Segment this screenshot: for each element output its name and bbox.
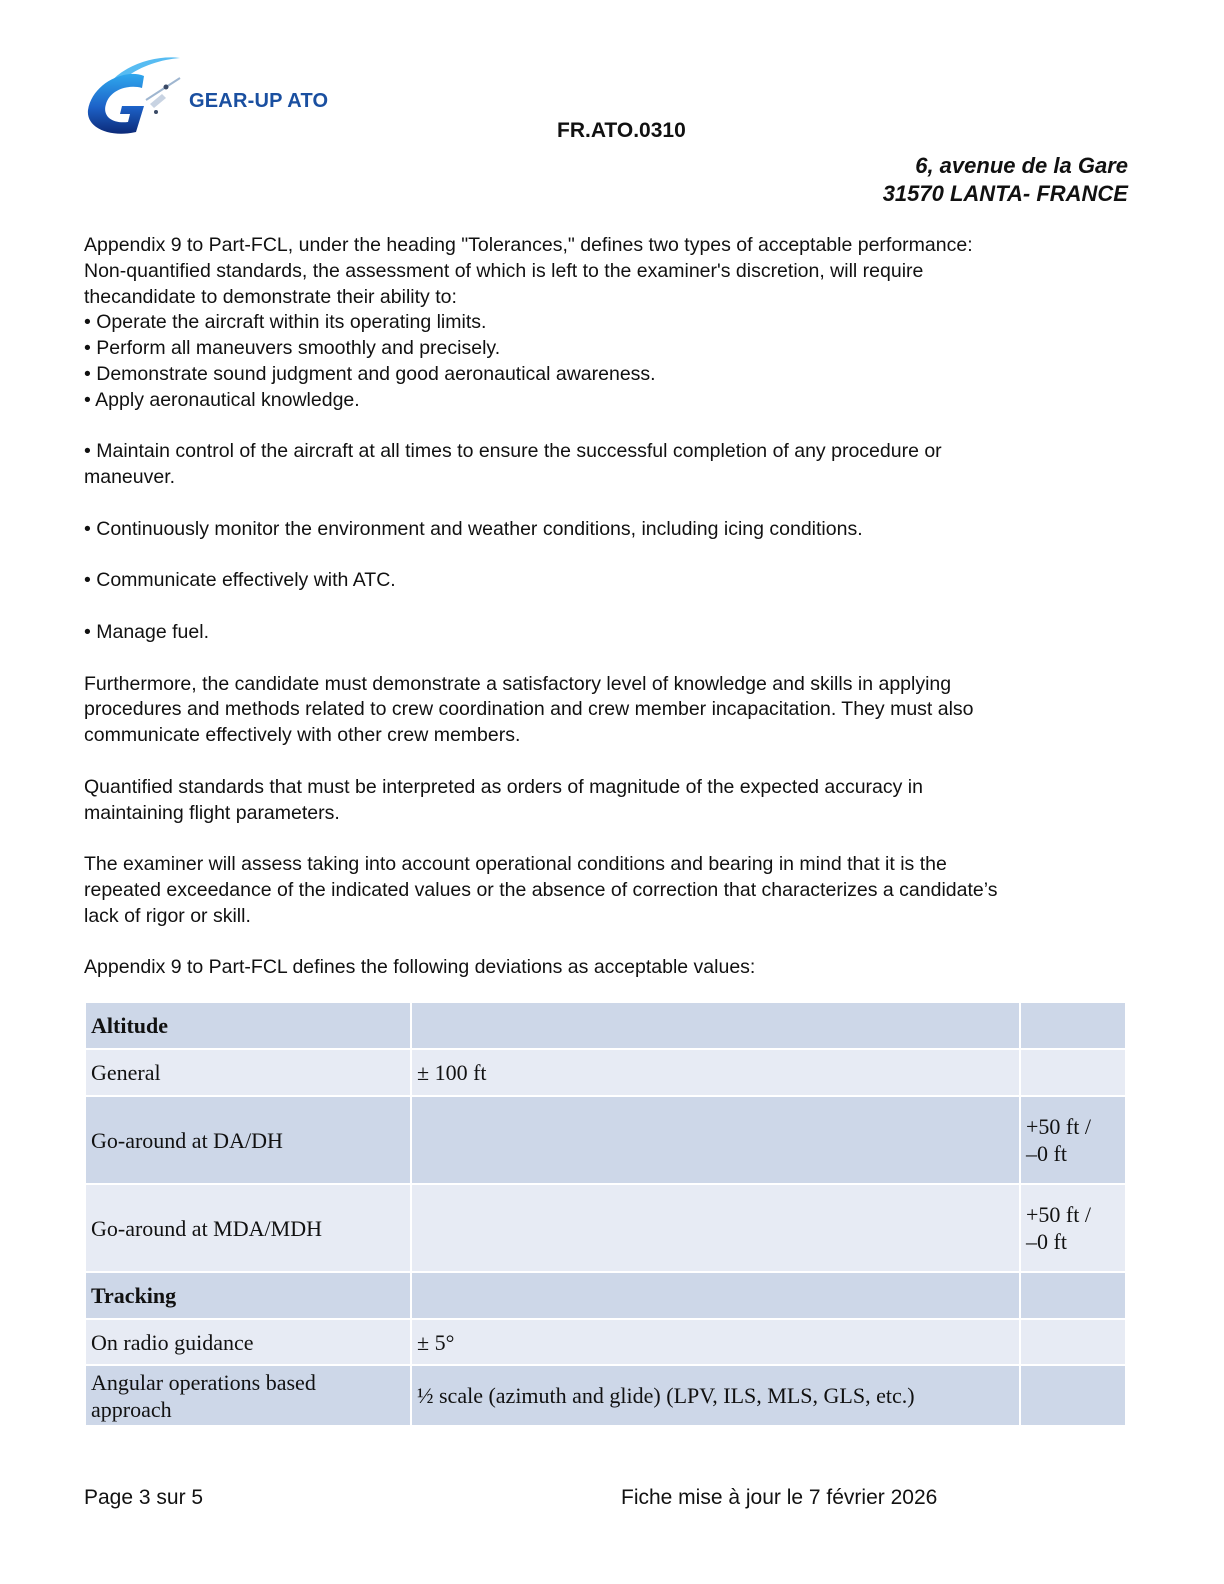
table-row [86, 1185, 1125, 1271]
tolerance-value: ± 5° [412, 1320, 1019, 1364]
table-row-section [86, 1003, 1125, 1048]
table-cell [1021, 1003, 1125, 1048]
document-body [84, 233, 1134, 981]
row-label: Go-around at DA/DH [86, 1097, 410, 1183]
tolerance-value-line: +50 ft / [1026, 1114, 1091, 1139]
tolerance-value: ± 100 ft [412, 1050, 1019, 1095]
table-row-section [86, 1273, 1125, 1318]
examiner-line: The examiner will assess taking into account operational conditions and bearing in mind that it is the [84, 853, 947, 876]
bullet-item: • Perform all maneuvers smoothly and precisely. [84, 337, 501, 360]
bullet-item: • Demonstrate sound judgment and good aeronautical awareness. [84, 362, 656, 385]
spacer [84, 414, 1134, 440]
table-row [86, 1320, 1125, 1364]
table-cell [412, 1185, 1019, 1271]
section-label: Altitude [86, 1003, 410, 1048]
examiner-line: repeated exceedance of the indicated values or the absence of correction that characterizes a candidate’s [84, 878, 998, 901]
bullet-item: • Manage fuel. [84, 620, 209, 643]
tolerance-value-line: +50 ft / [1026, 1202, 1091, 1227]
document-code: FR.ATO.0310 [557, 119, 686, 142]
tolerance-value [1021, 1097, 1125, 1183]
logo-g-icon [84, 54, 194, 138]
furthermore-line: procedures and methods related to crew coordination and crew member incapacitation. They must also [84, 698, 974, 721]
table-cell [1021, 1273, 1125, 1318]
gear-up-ato-logo [84, 54, 344, 138]
table-cell [412, 1003, 1019, 1048]
tolerance-value-line: –0 ft [1026, 1229, 1067, 1254]
spacer [84, 594, 1134, 620]
table-cell [1021, 1050, 1125, 1095]
table-cell [412, 1097, 1019, 1183]
table-row [86, 1097, 1125, 1183]
spacer [84, 826, 1134, 852]
row-label-line: Angular operations based [91, 1369, 316, 1395]
tolerances-table [84, 1001, 1127, 1427]
logo-text: GEAR-UP ATO [189, 90, 329, 112]
table-cell [1021, 1366, 1125, 1425]
row-label [86, 1366, 410, 1425]
tolerance-value [1021, 1185, 1125, 1271]
table-row [86, 1050, 1125, 1095]
quantified-line: Quantified standards that must be interpreted as orders of magnitude of the expected accuracy in [84, 775, 923, 798]
spacer [84, 930, 1134, 956]
spacer [84, 491, 1134, 517]
tolerance-value-line: –0 ft [1026, 1141, 1067, 1166]
tolerance-value: ½ scale (azimuth and glide) (LPV, ILS, MLS, GLS, etc.) [412, 1366, 1019, 1425]
section-label: Tracking [86, 1273, 410, 1318]
quantified-line: maintaining flight parameters. [84, 801, 340, 824]
row-label-line: approach [91, 1396, 172, 1422]
bullet-item: • Operate the aircraft within its operating limits. [84, 311, 487, 334]
bullet-item: • Maintain control of the aircraft at all times to ensure the successful completion of any procedure or [84, 440, 942, 463]
address-line-2: 31570 LANTA- FRANCE [882, 181, 1128, 206]
furthermore-line: communicate effectively with other crew members. [84, 724, 521, 747]
page-number: Page 3 sur 5 [84, 1486, 204, 1509]
spacer [84, 646, 1134, 672]
intro-line: Non-quantified standards, the assessment of which is left to the examiner's discretion, will require [84, 259, 924, 282]
row-label: Go-around at MDA/MDH [86, 1185, 410, 1271]
row-label: On radio guidance [86, 1320, 410, 1364]
intro-line: Appendix 9 to Part-FCL, under the heading "Tolerances," defines two types of acceptable performance: [84, 234, 973, 256]
spacer [84, 543, 1134, 569]
intro-line: thecandidate to demonstrate their ability to: [84, 285, 457, 308]
last-updated: Fiche mise à jour le 7 février 2026 [621, 1486, 938, 1509]
bullet-item: • Continuously monitor the environment and weather conditions, including icing conditions. [84, 517, 863, 540]
spacer [84, 749, 1134, 775]
table-cell [1021, 1320, 1125, 1364]
table-intro: Appendix 9 to Part-FCL defines the following deviations as acceptable values: [84, 956, 756, 979]
table-cell [412, 1273, 1019, 1318]
bullet-item: • Apply aeronautical knowledge. [84, 388, 360, 411]
address [883, 152, 1128, 208]
bullet-item: • Communicate effectively with ATC. [84, 569, 396, 592]
furthermore-line: Furthermore, the candidate must demonstrate a satisfactory level of knowledge and skills in applying [84, 672, 952, 695]
address-line-1: 6, avenue de la Gare [915, 153, 1128, 178]
bullet-item-continuation: maneuver. [84, 466, 176, 489]
row-label: General [86, 1050, 410, 1095]
examiner-line: lack of rigor or skill. [84, 904, 251, 927]
table-row [86, 1366, 1125, 1425]
